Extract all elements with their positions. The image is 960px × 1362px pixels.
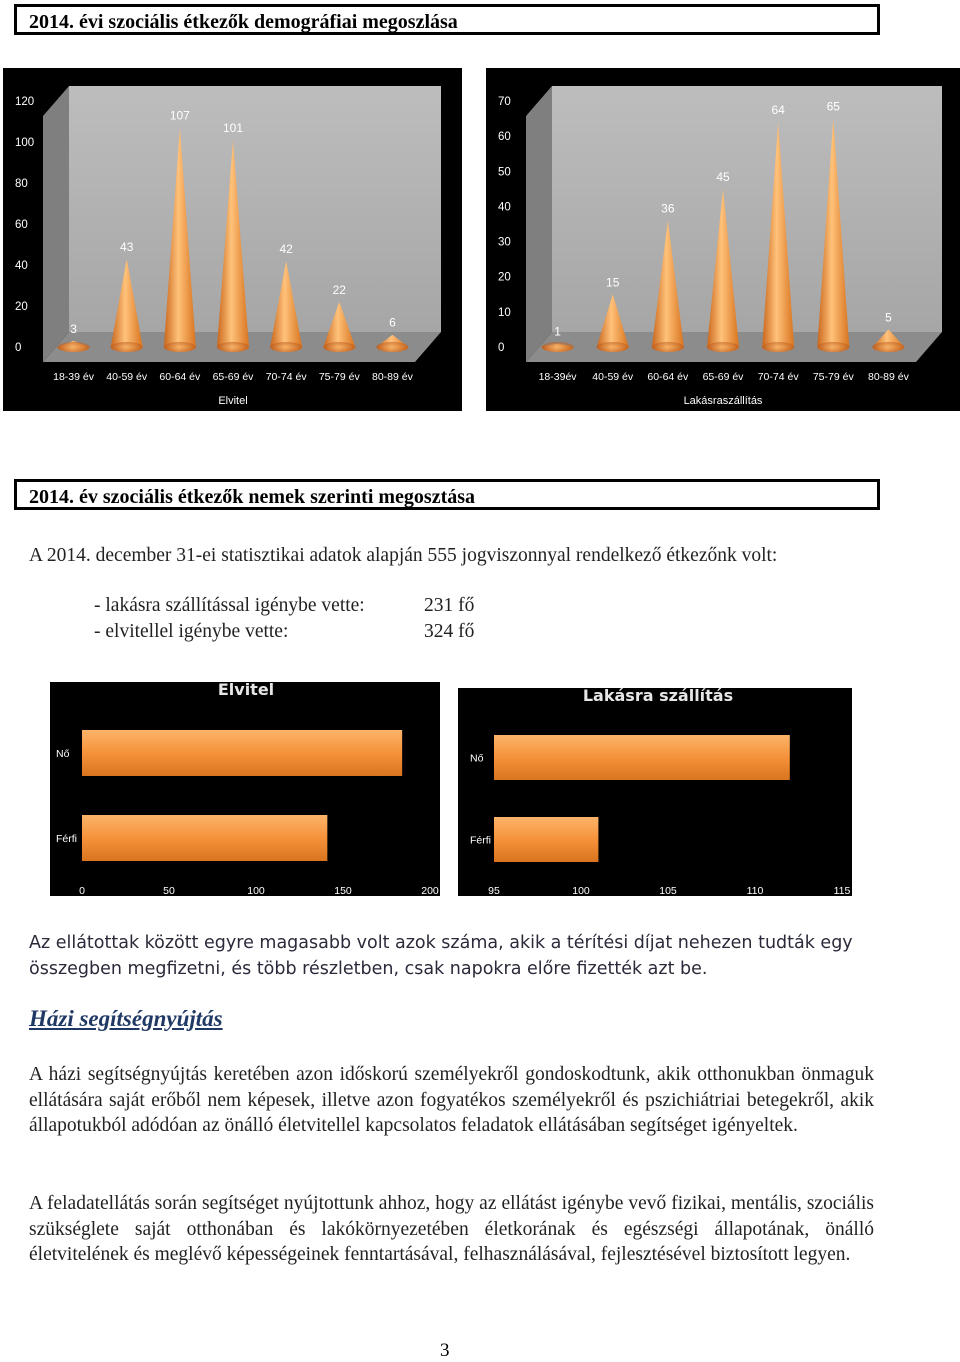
y-tick-label: 20: [15, 301, 28, 313]
x-tick-label: 60-64 év: [159, 371, 201, 383]
x-tick-label: 70-74 év: [265, 371, 307, 383]
bar-mark: [82, 815, 327, 861]
x-tick-label: 18-39év: [538, 371, 577, 383]
category-label: Nő: [470, 752, 484, 765]
x-tick-label: 65-69 év: [702, 371, 744, 383]
data-label: 107: [169, 108, 190, 123]
intro-line: A 2014. december 31-ei statisztikai adatok alapján 555 jogviszonnyal rendelkező étkezőnk volt:: [29, 545, 778, 566]
x-tick-label: 0: [79, 885, 85, 896]
cone-base: [762, 342, 794, 352]
data-label: 43: [120, 239, 134, 254]
x-tick-label: 75-79 év: [318, 371, 360, 383]
x-tick-label: 60-64 év: [647, 371, 689, 383]
intro-item1-value: 231 fő: [424, 595, 475, 616]
data-label: 65: [826, 99, 840, 114]
page-number: 3: [440, 1340, 450, 1361]
data-label: 1: [554, 324, 561, 339]
cone-base: [542, 342, 574, 352]
intro-item1-label: - lakásra szállítással igénybe vette:: [94, 595, 365, 616]
side-wall: [43, 86, 69, 362]
x-tick-label: 75-79 év: [812, 371, 854, 383]
chart-title: Lakásra szállítás: [582, 688, 734, 705]
back-wall: [552, 86, 942, 332]
hbar-chart-elvitel-svg: [50, 682, 440, 896]
x-tick-label: 200: [421, 885, 439, 896]
cone-base: [597, 342, 629, 352]
category-label: Férfi: [470, 834, 491, 847]
cone-base: [217, 342, 249, 352]
x-tick-label: 100: [572, 885, 590, 896]
cone-base: [58, 342, 90, 352]
bar-mark: [494, 735, 790, 780]
y-tick-label: 40: [15, 260, 28, 272]
data-label: 22: [332, 282, 346, 297]
cone-base: [872, 342, 904, 352]
cone-chart-lakasra-svg: [486, 68, 960, 411]
cone-chart-elvitel-svg: [3, 68, 462, 411]
x-tick-label: 80-89 év: [867, 371, 909, 383]
x-tick-label: 18-39 év: [53, 371, 95, 383]
x-tick-label: 65-69 év: [212, 371, 254, 383]
payment-paragraph: Az ellátottak között egyre magasabb volt azok száma, akik a térítési díjat nehezen tudták egy összegben megfizetni, és több részletben, csak napokra előre fizették azt be.: [29, 933, 853, 979]
hbar-chart-lakasra-svg: [458, 688, 852, 896]
y-tick-label: 40: [498, 201, 511, 214]
x-tick-label: 115: [833, 885, 851, 896]
data-label: 45: [716, 169, 730, 184]
y-tick-label: 0: [498, 342, 505, 354]
x-tick-label: 50: [163, 885, 175, 896]
data-label: 5: [885, 310, 892, 325]
y-tick-label: 80: [15, 178, 28, 190]
data-label: 15: [606, 275, 620, 290]
cone-base: [164, 342, 196, 352]
x-tick-label: 80-89 év: [371, 371, 413, 383]
y-tick-label: 60: [15, 219, 28, 231]
data-label: 36: [661, 201, 675, 216]
x-axis-label: Lakásraszállítás: [683, 395, 763, 407]
chart-title: Elvitel: [217, 682, 275, 699]
bar-mark: [82, 730, 402, 776]
data-label: 42: [279, 241, 293, 256]
y-tick-label: 100: [15, 137, 35, 149]
intro-item2-label: - elvitellel igénybe vette:: [94, 621, 289, 642]
y-tick-label: 20: [498, 271, 511, 284]
cone-base: [817, 342, 849, 352]
x-tick-label: 40-59 év: [106, 371, 148, 383]
bar-mark: [494, 817, 598, 862]
cone-chart-lakasra: [486, 68, 960, 411]
cone-base: [707, 342, 739, 352]
x-tick-label: 150: [334, 885, 352, 896]
section-paragraph-2: A feladatellátás során segítséget nyújtottunk ahhoz, hogy az ellátást igénybe vevő fizikai, mentális, szociális szükséglete saját otthonában és lakókörnyezetében életkorának és egészségi állapotának, önálló életvitelének és meglévő képességeinek fenntartásával, felhasználásával, fejlesztésével biztosított legyen.: [29, 1193, 874, 1266]
cone-base: [652, 342, 684, 352]
x-tick-label: 70-74 év: [757, 371, 799, 383]
y-tick-label: 120: [15, 96, 35, 108]
y-tick-label: 0: [15, 342, 22, 354]
data-label: 64: [771, 103, 785, 118]
intro-item2-value: 324 fő: [424, 621, 475, 642]
x-tick-label: 110: [746, 885, 764, 896]
demographic-heading: 2014. évi szociális étkezők demográfiai megoszlása: [14, 4, 880, 35]
side-wall: [526, 86, 552, 362]
hbar-chart-lakasra: [458, 688, 852, 896]
data-label: 6: [389, 315, 396, 330]
cone-base: [323, 342, 355, 352]
section-paragraph-1: A házi segítségnyújtás keretében azon időskorú személyekről gondoskodtunk, akik otthonukban önmaguk ellátására saját erőből nem képesek, illetve azon fogyatékos személyekről és pszichiátriai betegekről, akik állapotukból adódóan az önálló életvitellel kapcsolatos feladatok ellátásában segítséget igényeltek.: [29, 1064, 874, 1137]
cone-base: [111, 342, 143, 352]
x-tick-label: 95: [488, 885, 500, 896]
y-tick-label: 60: [498, 131, 511, 144]
y-tick-label: 30: [498, 236, 511, 249]
cone-base: [376, 342, 408, 352]
section-title: Házi segítségnyújtás: [29, 1006, 223, 1031]
x-axis-label: Elvitel: [218, 395, 248, 407]
x-tick-label: 100: [247, 885, 265, 896]
data-label: 101: [222, 120, 244, 135]
hbar-chart-elvitel: [50, 682, 440, 896]
cone-base: [270, 342, 302, 352]
data-label: 3: [70, 321, 77, 336]
category-label: Nő: [56, 748, 70, 760]
y-tick-label: 70: [498, 96, 511, 108]
gender-heading: 2014. év szociális étkezők nemek szerinti megosztása: [14, 479, 880, 510]
cone-chart-elvitel: [3, 68, 462, 411]
x-tick-label: 40-59 év: [592, 371, 634, 383]
y-tick-label: 50: [498, 166, 511, 179]
y-tick-label: 10: [498, 306, 511, 319]
x-tick-label: 105: [659, 885, 677, 896]
category-label: Férfi: [56, 833, 77, 845]
